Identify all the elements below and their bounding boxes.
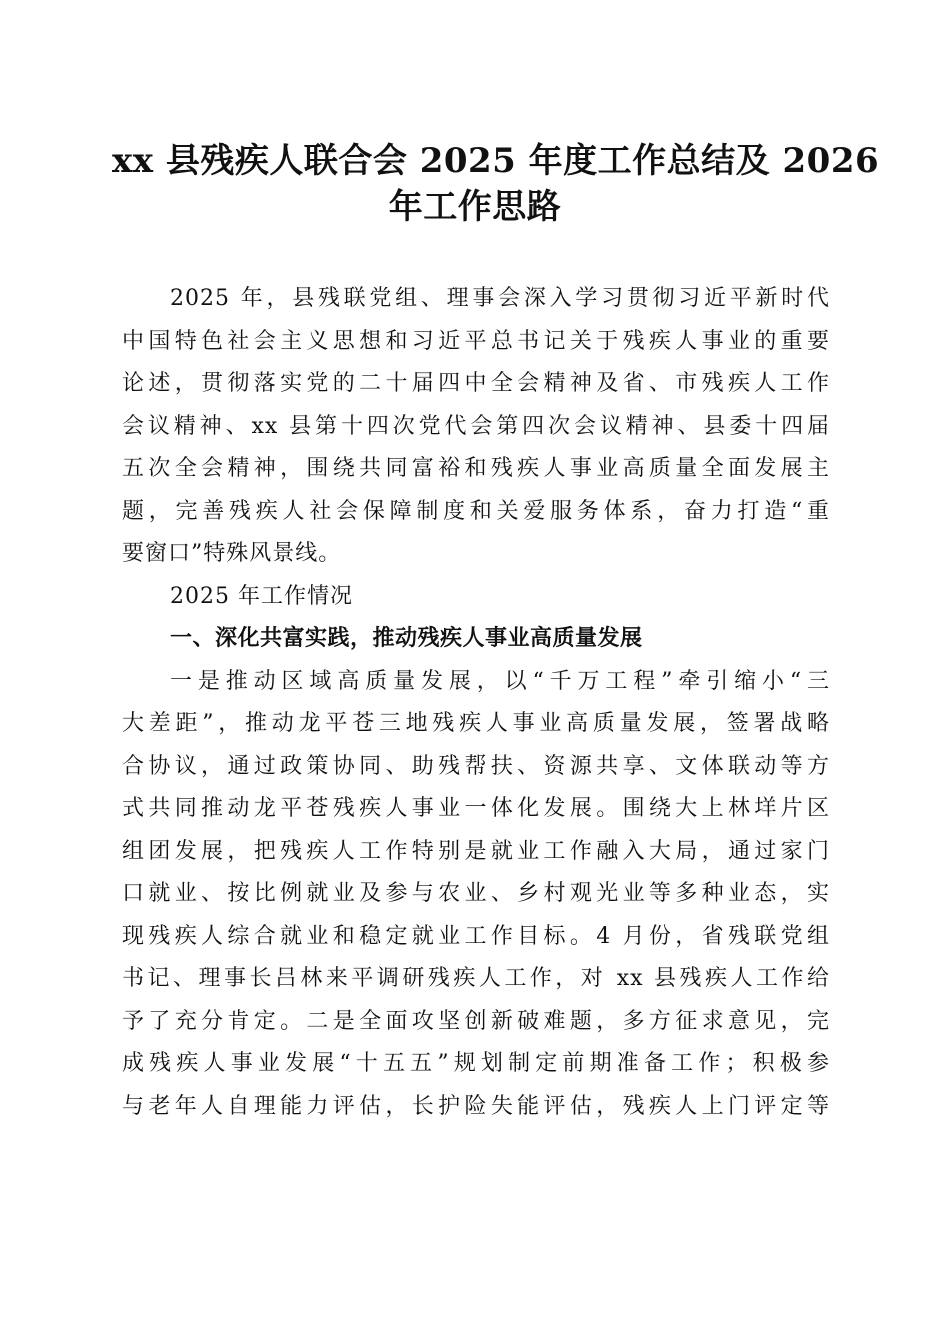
section-heading: 一、深化共富实践，推动残疾人事业高质量发展	[170, 626, 643, 651]
intro-line: 中国特色社会主义思想和习近平总书记关于残疾人事业的重要	[122, 328, 830, 354]
paragraph-line: 成残疾人事业发展“十五五”规划制定前期准备工作；积极参	[122, 1051, 830, 1076]
paragraph-line: 一是推动区域高质量发展，以“千万工程”牵引缩小“三	[170, 668, 830, 694]
intro-line: 2025 年，县残联党组、理事会深入学习贯彻习近平新时代	[170, 286, 830, 311]
intro-line: 论述，贯彻落实党的二十届四中全会精神及省、市残疾人工作	[122, 371, 830, 396]
paragraph-line: 大差距”，推动龙平苍三地残疾人事业高质量发展，签署战略	[122, 711, 830, 736]
intro-line: 题，完善残疾人社会保障制度和关爱服务体系，奋力打造“重	[122, 498, 830, 524]
paragraph-line: 合协议，通过政策协同、助残帮扶、资源共享、文体联动等方	[122, 753, 830, 779]
paragraph-1	[122, 661, 830, 1129]
intro-paragraph	[122, 278, 830, 576]
title-line-1: xx 县残疾人联合会 2025 年度工作总结及 2026	[112, 141, 880, 181]
paragraph-line: 书记、理事长吕林来平调研残疾人工作，对 xx 县残疾人工作给	[122, 966, 830, 991]
paragraph-line: 现残疾人综合就业和稳定就业工作目标。4 月份，省残联党组	[122, 923, 830, 949]
paragraph-line: 式共同推动龙平苍残疾人事业一体化发展。围绕大上林垟片区	[122, 796, 830, 821]
title-line-2: 年工作思路	[388, 187, 562, 227]
intro-line: 要窗口”特殊风景线。	[122, 541, 342, 566]
intro-line: 会议精神、xx 县第十四次党代会第四次会议精神、县委十四届	[122, 413, 830, 439]
intro-line: 五次全会精神，围绕共同富裕和残疾人事业高质量全面发展主	[122, 456, 830, 481]
document-title	[112, 138, 880, 230]
document-body	[122, 278, 830, 1128]
paragraph-line: 口就业、按比例就业及参与农业、乡村观光业等多种业态，实	[122, 881, 830, 906]
section-label: 2025 年工作情况	[170, 583, 353, 609]
paragraph-line: 与老年人自理能力评估，长护险失能评估，残疾人上门评定等	[122, 1093, 830, 1119]
paragraph-line: 组团发展，把残疾人工作特别是就业工作融入大局，通过家门	[122, 838, 830, 864]
paragraph-line: 予了充分肯定。二是全面攻坚创新破难题，多方征求意见，完	[122, 1008, 830, 1034]
